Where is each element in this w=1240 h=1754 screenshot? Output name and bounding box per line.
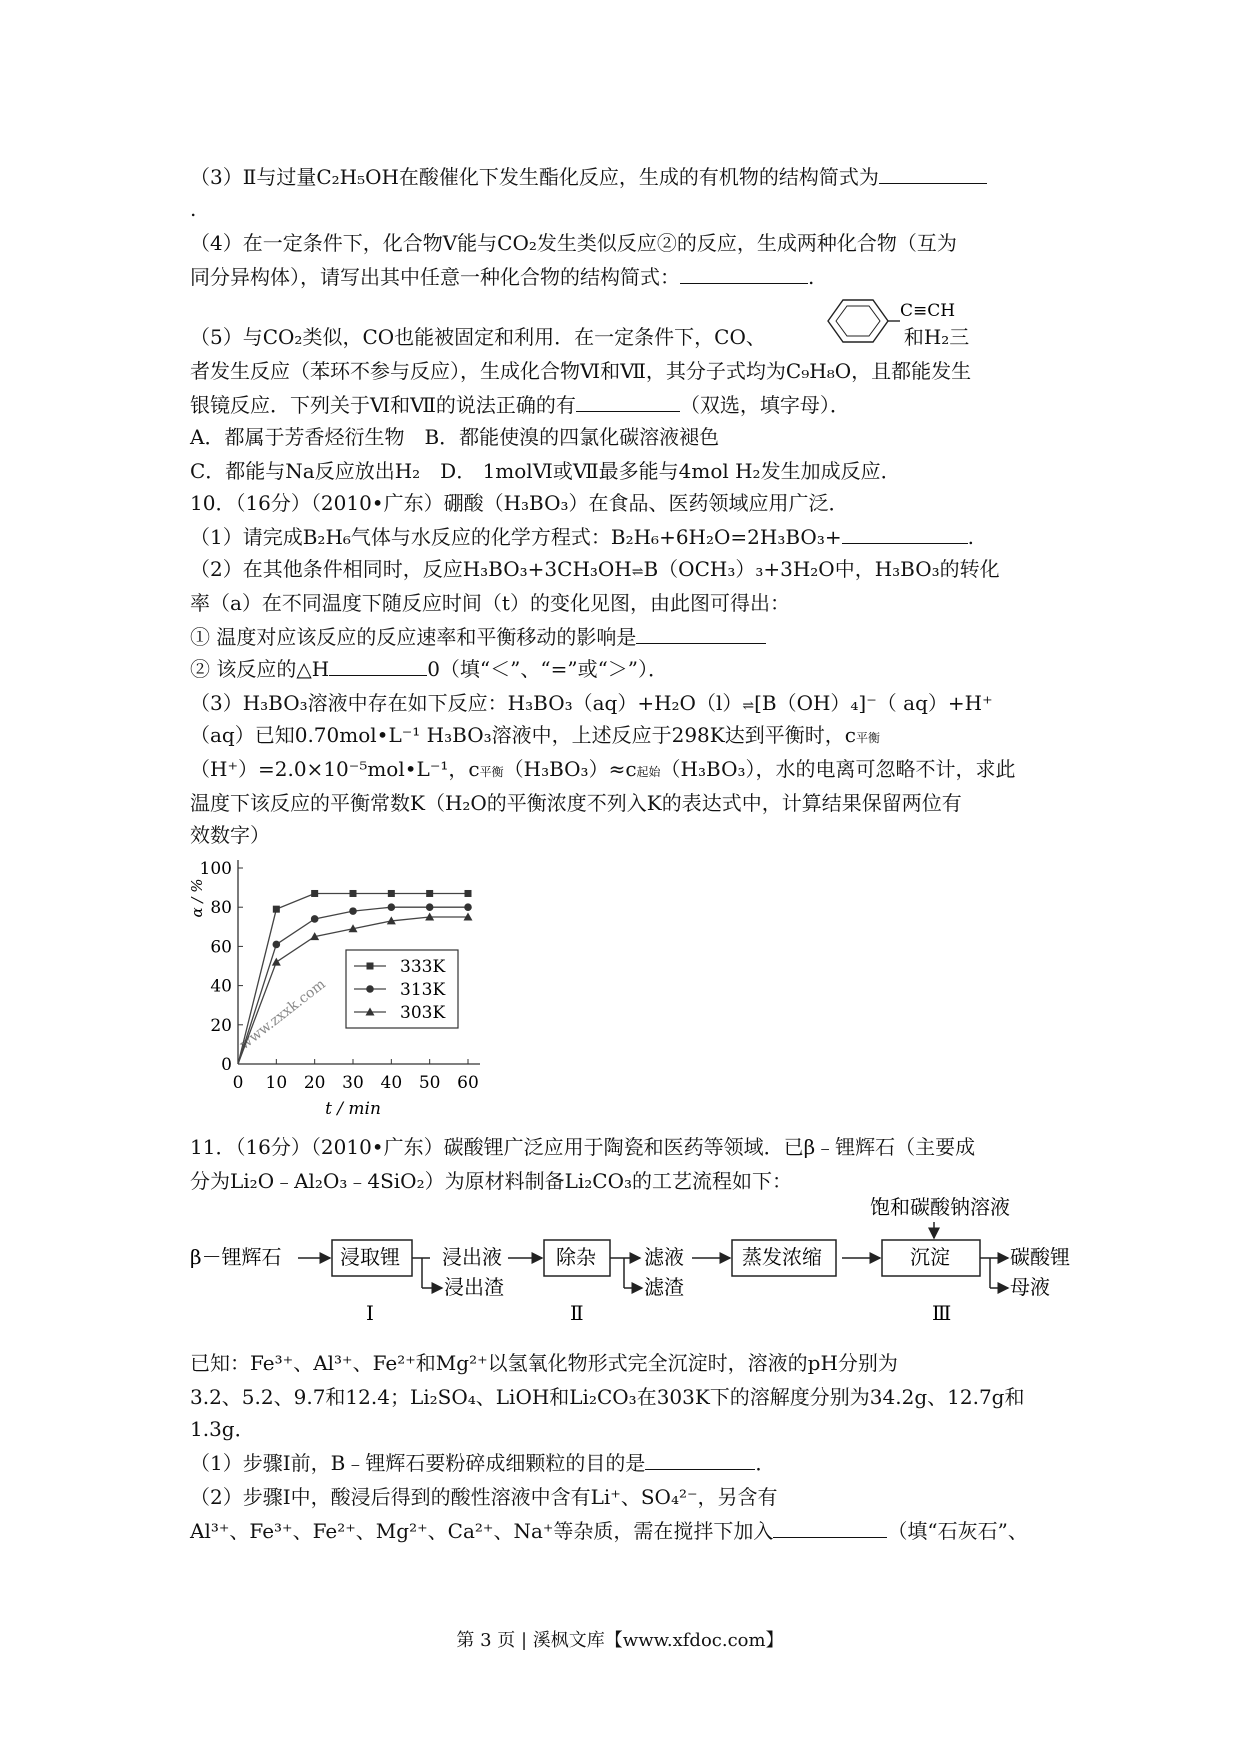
- x-tick-label: 30: [342, 1073, 364, 1093]
- q10-p2b: B（OCH₃）₃+3H₂O中，H₃BO₃的转化: [643, 557, 1000, 581]
- x-tick-label: 20: [303, 1073, 326, 1093]
- watermark: www.zxxk.com: [236, 976, 329, 1054]
- flow-box-3-label: 蒸发浓缩: [742, 1245, 822, 1269]
- q11-known2: 3.2、5.2、9.7和12.4；Li₂SO₄、LiOH和Li₂CO₃在303K下的溶解度分别为34.2g、12.7g和: [190, 1385, 1025, 1409]
- q5-line1: [190, 320, 1050, 354]
- q11-s1-tail: ．: [755, 1451, 776, 1475]
- q11-s1-blank[interactable]: [645, 1447, 755, 1470]
- flow-step-1: Ⅰ: [366, 1301, 374, 1325]
- conversion-chart: [188, 850, 520, 1119]
- q10-p3e: 温度下该反应的平衡常数K（H₂O的平衡浓度不列入K的表达式中，计算结果保留两位有: [190, 791, 962, 815]
- q10-p3f: 效数字）: [190, 823, 270, 847]
- q10-p3d-sub1: 平衡: [479, 765, 504, 779]
- q3-text: （3）Ⅱ与过量C₂H₅OH在酸催化下发生酯化反应，生成的有机物的结构简式为: [190, 165, 879, 189]
- data-point-313K: [464, 903, 472, 911]
- structure-label: C≡CH: [900, 301, 956, 321]
- q3-answer-blank[interactable]: [879, 161, 987, 184]
- y-tick-label: 100: [199, 859, 232, 879]
- q3-tail: .: [190, 197, 197, 221]
- q5-line3: [190, 388, 1050, 422]
- flow-out-4b: 母液: [1010, 1275, 1050, 1299]
- q10-p2c: 率（a）在不同温度下随反应时间（t）的变化见图，由此图可得出：: [190, 591, 790, 615]
- data-point-313K: [388, 903, 396, 911]
- data-point-333K: [388, 890, 395, 897]
- x-axis-label: t / min: [325, 1099, 381, 1119]
- x-tick-label: 0: [232, 1073, 244, 1093]
- equilibrium-arrow: ⇌: [631, 564, 644, 580]
- y-axis-label: α / %: [188, 878, 206, 918]
- q10-p3d: [190, 752, 1050, 789]
- q11-s2b: [190, 1514, 1050, 1548]
- q10-p3a-text: （3）H₃BO₃溶液中存在如下反应：H₃BO₃（aq）+H₂O（l）: [190, 691, 743, 715]
- flow-step-3: Ⅲ: [932, 1301, 952, 1325]
- q5-line1a: （5）与CO₂类似，CO也能被固定和利用．在一定条件下，CO、: [190, 325, 766, 349]
- q10-p3d-sub2: 起始: [636, 765, 661, 779]
- legend-label: 313K: [400, 980, 446, 1000]
- q10-p1: [190, 520, 1050, 554]
- q5-options-cd: C．都能与Na反应放出H₂ D． 1molⅥ或Ⅶ最多能与4mol H₂发生加成反应．: [190, 459, 901, 483]
- x-tick-label: 40: [380, 1073, 403, 1093]
- y-tick-label: 0: [221, 1055, 232, 1075]
- q11-known3: 1.3g．: [190, 1417, 255, 1441]
- q10-p1-text: （1）请完成B₂H₆气体与水反应的化学方程式：B₂H₆+6H₂O=2H₃BO₃+: [190, 525, 842, 549]
- q10-p1-blank[interactable]: [842, 521, 968, 544]
- flow-out-4a: 碳酸锂: [1010, 1245, 1070, 1269]
- q5-line3a: 银镜反应．下列关于Ⅵ和Ⅶ的说法正确的有: [190, 393, 576, 417]
- data-point-333K: [465, 890, 472, 897]
- flow-box-2-label: 除杂: [556, 1245, 596, 1269]
- y-tick-label: 60: [210, 937, 232, 958]
- q10-p3c-text: （aq）已知0.70mol•L⁻¹ H₃BO₃溶液中，上述反应于298K达到平衡时，c: [190, 723, 856, 747]
- data-point-313K: [273, 941, 281, 949]
- q10-p3c: [190, 718, 1050, 755]
- q5-line1b: 和H₂三: [903, 325, 970, 349]
- legend-label: 303K: [400, 1003, 446, 1023]
- flow-start: β－锂辉石: [190, 1245, 282, 1269]
- data-point-333K: [350, 890, 357, 897]
- q4-line2-text: 同分异构体），请写出其中任意一种化合物的结构简式：: [190, 265, 680, 289]
- q5-line2: 者发生反应（苯环不参与反应），生成化合物Ⅵ和Ⅶ，其分子式均为C₉H₈O，且都能发生: [190, 359, 972, 383]
- flow-box-1-label: 浸取锂: [340, 1245, 400, 1269]
- q3-line: [190, 160, 1050, 194]
- flow-out-2b: 滤渣: [644, 1275, 684, 1299]
- q10-p3d1: （H⁺）=2.0×10⁻⁵mol•L⁻¹，c: [190, 757, 480, 781]
- flow-out-1a: 浸出液: [442, 1245, 502, 1269]
- q10-p3d2: （H₃BO₃）≈c: [503, 757, 637, 781]
- process-flow-diagram: [190, 1194, 1200, 1338]
- q5-options-ab: A．都属于芳香烃衍生物 B．都能使溴的四氯化碳溶液褪色: [190, 425, 720, 449]
- q11-s2b-text: Al³⁺、Fe³⁺、Fe²⁺、Mg²⁺、Ca²⁺、Na⁺等杂质，需在搅拌下加入: [190, 1519, 774, 1543]
- data-point-313K: [349, 907, 357, 915]
- data-point-333K: [311, 890, 318, 897]
- q11-s2a: （2）步骤Ⅰ中，酸浸后得到的酸性溶液中含有Li⁺、SO₄²⁻，另含有: [190, 1485, 778, 1509]
- q10-p2d: [190, 620, 1050, 654]
- q11-s2c: （填“石灰石”、: [887, 1519, 1028, 1543]
- q11-s1: [190, 1446, 1050, 1480]
- data-point-303K: [272, 958, 281, 966]
- q10-p3d3: （H₃BO₃），水的电离可忽略不计，求此: [660, 757, 1016, 781]
- q10-header: 10．（16分）（2010•广东）硼酸（H₃BO₃）在食品、医药领域应用广泛．: [190, 491, 849, 515]
- q10-p2e-blank[interactable]: [329, 653, 427, 676]
- q10-p3b: [B（OH）₄]⁻（ aq）+H⁺: [754, 691, 993, 715]
- q10-p2e: [190, 652, 1050, 686]
- y-tick-label: 20: [210, 1015, 232, 1036]
- q5-answer-blank[interactable]: [576, 389, 680, 412]
- flow-box-4-label: 沉淀: [910, 1245, 950, 1269]
- data-point-313K: [311, 915, 319, 923]
- page-footer: 第 3 页 | 溪枫文库【www.xfdoc.com】: [456, 1630, 784, 1651]
- flow-step-2: Ⅱ: [570, 1301, 584, 1325]
- q10-p2d-text: ① 温度对应该反应的反应速率和平衡移动的影响是: [190, 625, 637, 649]
- q10-p2a: （2）在其他条件相同时，反应H₃BO₃+3CH₃OH: [190, 557, 632, 581]
- y-tick-label: 40: [210, 976, 232, 997]
- equilibrium-arrow-2: ⇌: [742, 698, 755, 714]
- data-point-333K: [426, 890, 433, 897]
- q11-s2-blank[interactable]: [773, 1515, 887, 1538]
- q4-line1: （4）在一定条件下，化合物Ⅴ能与CO₂发生类似反应②的反应，生成两种化合物（互为: [190, 231, 957, 255]
- legend-marker: [367, 963, 374, 970]
- q4-answer-blank[interactable]: [680, 261, 808, 284]
- q11-known1: 已知：Fe³⁺、Al³⁺、Fe²⁺和Mg²⁺以氢氧化物形式完全沉淀时，溶液的pH分别为: [190, 1351, 898, 1375]
- q10-p2d-blank[interactable]: [636, 621, 766, 644]
- x-tick-label: 60: [457, 1073, 479, 1093]
- flow-top-input: 饱和碳酸钠溶液: [870, 1195, 1010, 1219]
- q4-tail: .: [808, 265, 815, 289]
- data-point-313K: [426, 903, 434, 911]
- q10-p2f: 0（填“＜”、“=”或“＞”）．: [427, 657, 669, 681]
- q10-p2: [190, 552, 1050, 589]
- legend-marker: [366, 985, 374, 993]
- q11-line1: 11．（16分）（2010•广东）碳酸锂广泛应用于陶瓷和医药等领域．已β﹣锂辉石（主要成: [190, 1135, 976, 1159]
- x-tick-label: 10: [265, 1073, 288, 1093]
- flow-out-1b: 浸出渣: [444, 1275, 504, 1299]
- flow-out-2a: 滤液: [644, 1245, 684, 1269]
- q10-p2e-text: ② 该反应的△H: [190, 657, 330, 681]
- legend-label: 333K: [400, 957, 446, 977]
- q5-line3b: （双选，填字母）．: [679, 393, 850, 417]
- q11-line2: 分为Li₂O﹣Al₂O₃﹣4SiO₂）为原材料制备Li₂CO₃的工艺流程如下：: [190, 1169, 793, 1193]
- q10-p1-tail: .: [967, 525, 974, 549]
- q11-s1-text: （1）步骤Ⅰ前，B﹣锂辉石要粉碎成细颗粒的目的是: [190, 1451, 646, 1475]
- q10-p3c-sub: 平衡: [855, 731, 880, 745]
- y-tick-label: 80: [210, 898, 232, 919]
- x-tick-label: 50: [418, 1073, 441, 1093]
- data-point-333K: [273, 906, 280, 913]
